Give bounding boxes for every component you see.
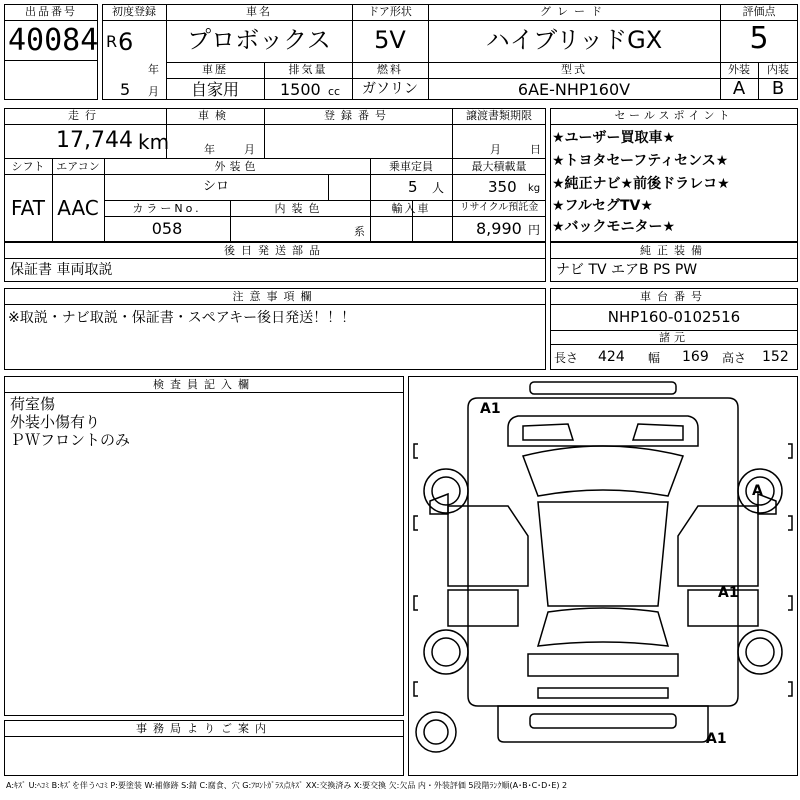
capacity-unit: 人 (432, 181, 445, 195)
color-no-label: カラーNo. (132, 202, 202, 215)
displacement-unit: cc (328, 85, 341, 98)
exterior-grade: A (732, 78, 746, 99)
era-value: R (106, 32, 118, 51)
model-label: 型式 (561, 63, 587, 76)
shift-value: FAT (10, 196, 45, 220)
inspection-label: 車検 (198, 109, 232, 122)
deadline-day-unit: 日 (530, 143, 541, 156)
mark-right-wheel: A (752, 483, 763, 499)
exterior-label: 外装 (728, 63, 750, 76)
door-value: 5V (374, 26, 406, 54)
deadline-month-unit: 月 (490, 143, 501, 156)
legend-text: A:ｷｽﾞ U:ﾍｺﾐ B:ｷｽﾞを伴うﾍｺﾐ P:要塗装 W:補修跡 S:錆 C:腐食、穴 G:ﾌﾛﾝﾄｶﾞﾗｽ点ｷｽﾞ XX:交換済み X:要交換 欠:欠品 内・外装評価 5段階ﾗﾝｸ順(A･B･C･D･E) 2 (6, 781, 568, 790)
sales-point-3: ★純正ナビ★前後ドラレコ★ (552, 176, 730, 192)
aircon-value: AAC (57, 196, 99, 220)
month-unit: 月 (148, 85, 159, 98)
inspection-month-unit: 月 (244, 143, 255, 156)
reg-month-value: 5 (120, 80, 131, 99)
inspector-title: 検査員記入欄 (153, 378, 255, 391)
mileage-unit: km (138, 130, 170, 154)
fuel-label: 燃料 (377, 63, 403, 76)
car-name-label: 車名 (246, 5, 272, 18)
height-label: 高さ (722, 351, 747, 365)
reg-no-label: 登録番号 (324, 109, 392, 122)
height-value: 152 (762, 349, 789, 365)
color-no-value: 058 (151, 219, 183, 238)
inspector-line-1: 荷室傷 (10, 395, 56, 413)
history-value: 自家用 (190, 80, 239, 99)
later-parts-text: 保証書 車両取説 (10, 262, 113, 278)
capacity-value: 5 (408, 178, 418, 196)
recycle-unit: 円 (528, 223, 541, 237)
inspector-line-2: 外装小傷有り (10, 413, 101, 431)
grade-label: グレード (540, 5, 608, 18)
displacement-label: 排気量 (288, 63, 328, 76)
car-name-value: プロボックス (187, 26, 331, 54)
shift-label: シフト (11, 160, 45, 173)
later-parts-title: 後日発送部品 (224, 244, 326, 257)
length-label: 長さ (554, 351, 579, 365)
recycle-label: リサイクル預託金 (459, 202, 539, 213)
sales-point-1: ★ユーザー買取車★ (552, 130, 676, 146)
notes-title: 注意事項欄 (232, 290, 318, 303)
mileage-value: 17,744 (56, 128, 133, 153)
score-value: 5 (749, 21, 769, 56)
car-diagram (408, 376, 798, 776)
exterior-color-value: シロ (202, 179, 229, 194)
first-reg-label: 初度登録 (112, 5, 156, 18)
displacement-value: 1500 (280, 80, 321, 99)
reg-year-value: 6 (118, 28, 134, 56)
mark-right-side: A1 (718, 585, 739, 601)
interior-label: 内装 (767, 63, 789, 76)
recycle-value: 8,990 (476, 219, 522, 238)
sales-points-title: セールスポイント (614, 109, 734, 122)
max-load-label: 最大積載量 (471, 160, 527, 173)
capacity-label: 乗車定員 (389, 160, 433, 173)
length-value: 424 (598, 349, 625, 365)
width-label: 幅 (648, 351, 661, 365)
sales-point-4: ★フルセグTV★ (552, 198, 653, 214)
grade-value: ハイブリッドGX (485, 26, 663, 54)
mark-bottom-right: A1 (706, 731, 727, 747)
width-value: 169 (682, 349, 709, 365)
door-label: ドア形状 (368, 5, 412, 18)
load-unit: kg (528, 183, 541, 194)
chassis-title: 車台番号 (640, 290, 708, 303)
import-label: 輸入車 (391, 202, 431, 215)
sales-point-5: ★バックモニター★ (552, 219, 676, 235)
interior-grade: B (771, 78, 785, 99)
lot-no-label: 出品番号 (25, 5, 77, 18)
genuine-title: 純正装備 (640, 244, 708, 257)
exterior-color-label: 外装色 (214, 160, 260, 173)
year-unit: 年 (148, 63, 159, 76)
dims-title: 諸元 (659, 331, 689, 344)
chassis-number: NHP160-0102516 (607, 308, 741, 326)
fuel-value: ガソリン (362, 81, 418, 97)
mark-top-left: A1 (480, 401, 501, 417)
interior-color-unit: 系 (354, 225, 365, 238)
aircon-label: エアコン (56, 160, 100, 173)
score-label: 評価点 (742, 5, 776, 18)
inspection-year-unit: 年 (204, 143, 215, 156)
transfer-deadline-label: 譲渡書類期限 (466, 109, 532, 122)
interior-color-label: 内装色 (274, 202, 326, 215)
max-load-value: 350 (488, 178, 517, 196)
genuine-text: ナビ TV エアB PS PW (556, 262, 698, 278)
model-value: 6AE-NHP160V (517, 80, 631, 99)
inspector-line-3: ＰＷフロントのみ (10, 431, 131, 449)
notes-text: ※取説・ナビ取説・保証書・スペアキー後日発送！！！ (8, 310, 356, 326)
lot-no-value: 40084 (8, 23, 99, 58)
history-label: 車歴 (202, 63, 228, 76)
mileage-label: 走行 (68, 109, 102, 122)
sales-point-2: ★トヨタセーフティセンス★ (552, 153, 729, 169)
office-title: 事務局よりご案内 (136, 722, 272, 735)
